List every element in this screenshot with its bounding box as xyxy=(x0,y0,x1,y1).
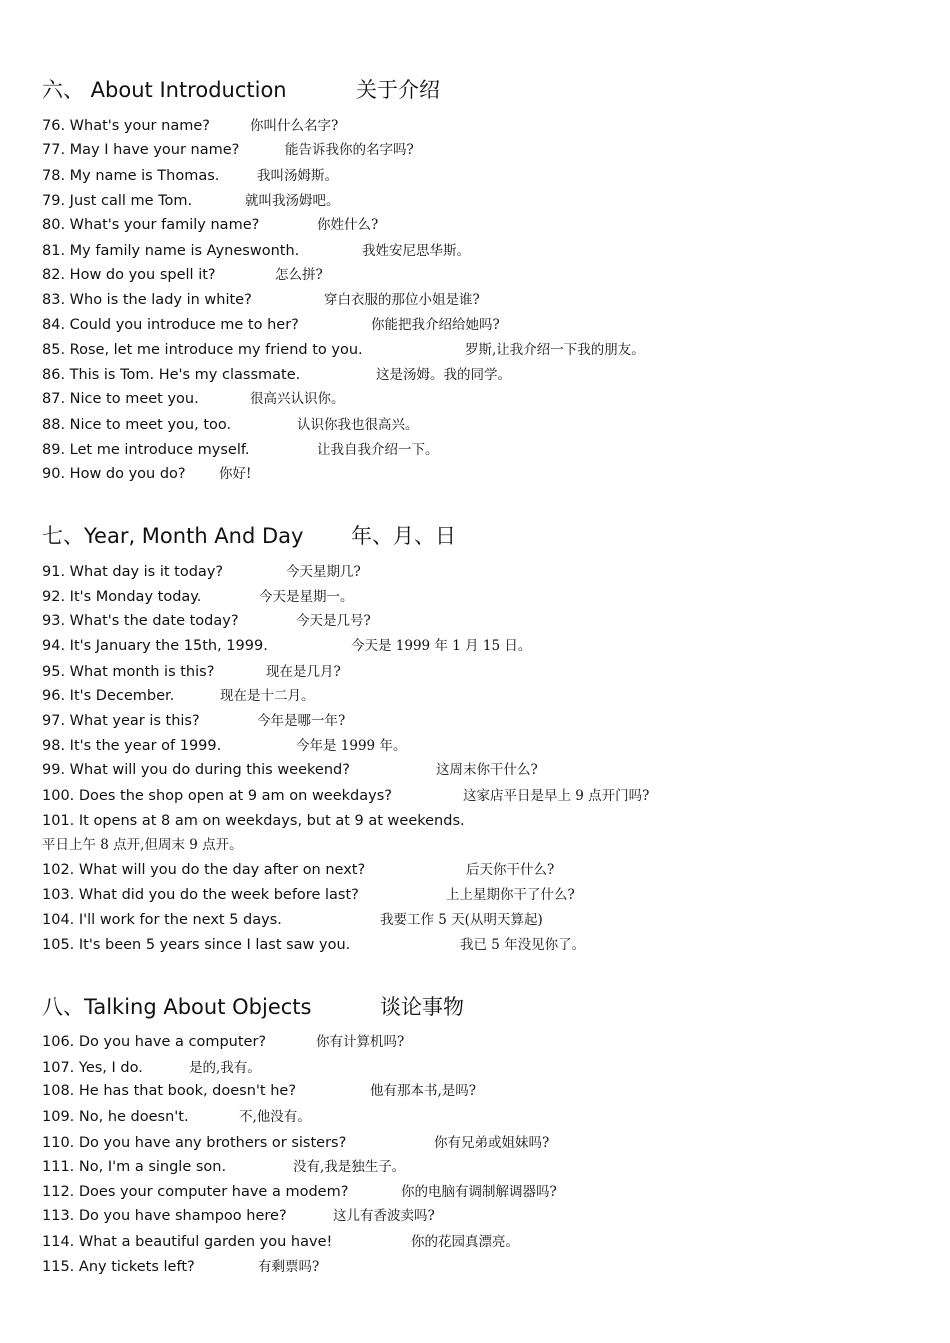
phrase-en: 107. Yes, I do. xyxy=(42,1060,143,1076)
list-item xyxy=(42,365,511,385)
phrase-zh: 我已 5 年没见你了。 xyxy=(460,937,586,953)
phrase-en: 109. No, he doesn't. xyxy=(42,1109,189,1125)
list-item xyxy=(42,389,345,409)
phrase-zh: 很高兴认识你。 xyxy=(250,391,345,407)
phrase-zh: 他有那本书,是吗? xyxy=(370,1083,477,1099)
list-item xyxy=(42,265,323,285)
list-item xyxy=(42,140,414,160)
phrase-en: 112. Does your computer have a modem? xyxy=(42,1184,349,1200)
phrase-zh: 是的,我有。 xyxy=(189,1060,261,1076)
phrase-zh: 没有,我是独生子。 xyxy=(293,1159,406,1175)
phrase-en: 108. He has that book, doesn't he? xyxy=(42,1083,297,1099)
phrase-zh: 你好! xyxy=(219,466,252,482)
list-item xyxy=(42,662,341,682)
section-title-introduction xyxy=(42,76,440,104)
phrase-zh: 你有兄弟或姐妹吗? xyxy=(434,1135,550,1151)
phrase-en: 114. What a beautiful garden you have! xyxy=(42,1234,333,1250)
phrase-zh: 现在是几月? xyxy=(266,664,341,680)
phrase-en: 80. What's your family name? xyxy=(42,217,260,233)
phrase-zh: 平日上午 8 点开,但周末 9 点开。 xyxy=(42,837,243,853)
phrase-en: 102. What will you do the day after on next? xyxy=(42,862,366,878)
phrase-zh: 认识你我也很高兴。 xyxy=(297,417,419,433)
phrase-zh: 你叫什么名字? xyxy=(250,118,339,134)
phrase-en: 98. It's the year of 1999. xyxy=(42,738,222,754)
phrase-en: 76. What's your name? xyxy=(42,118,210,134)
phrase-zh: 我要工作 5 天(从明天算起) xyxy=(380,912,543,928)
phrase-en: 83. Who is the lady in white? xyxy=(42,292,252,308)
phrase-zh: 让我自我介绍一下。 xyxy=(317,442,439,458)
phrase-en: 87. Nice to meet you. xyxy=(42,391,199,407)
phrase-zh: 你姓什么? xyxy=(317,217,379,233)
list-item xyxy=(42,215,379,235)
phrase-zh: 不,他没有。 xyxy=(239,1109,311,1125)
phrase-zh: 今年是哪一年? xyxy=(257,713,346,729)
list-item xyxy=(42,636,532,656)
section-title-zh: 谈论事物 xyxy=(380,995,464,1019)
section-title-en: 六、 About Introduction xyxy=(42,78,287,102)
phrase-zh: 后天你干什么? xyxy=(466,862,555,878)
phrase-zh: 穿白衣服的那位小姐是谁? xyxy=(324,292,480,308)
phrase-en: 89. Let me introduce myself. xyxy=(42,442,250,458)
phrase-en: 97. What year is this? xyxy=(42,713,200,729)
phrase-en: 113. Do you have shampoo here? xyxy=(42,1208,287,1224)
phrase-en: 106. Do you have a computer? xyxy=(42,1034,267,1050)
list-item xyxy=(42,1206,435,1226)
phrase-en: 84. Could you introduce me to her? xyxy=(42,317,299,333)
phrase-zh: 你有计算机吗? xyxy=(316,1034,405,1050)
phrase-zh: 上上星期你干了什么? xyxy=(446,887,575,903)
phrase-zh: 这周末你干什么? xyxy=(436,762,538,778)
phrase-zh: 就叫我汤姆吧。 xyxy=(245,193,340,209)
phrase-en: 111. No, I'm a single son. xyxy=(42,1159,227,1175)
section-title-zh: 关于介绍 xyxy=(356,78,440,102)
list-item xyxy=(42,340,645,360)
list-item xyxy=(42,1133,550,1153)
phrase-en: 105. It's been 5 years since I last saw you. xyxy=(42,937,351,953)
phrase-en: 82. How do you spell it? xyxy=(42,267,216,283)
list-item xyxy=(42,1157,406,1177)
phrase-zh: 这家店平日是早上 9 点开门吗? xyxy=(463,788,650,804)
list-item xyxy=(42,736,407,756)
list-item xyxy=(42,786,650,806)
phrase-en: 90. How do you do? xyxy=(42,466,186,482)
phrase-zh: 这儿有香波卖吗? xyxy=(333,1208,435,1224)
phrase-zh: 现在是十二月。 xyxy=(220,688,315,704)
phrase-en: 103. What did you do the week before last? xyxy=(42,887,359,903)
section-title-year-month-day xyxy=(42,522,456,550)
phrase-zh: 我叫汤姆斯。 xyxy=(257,168,338,184)
list-item xyxy=(42,686,315,706)
phrase-en: 94. It's January the 15th, 1999. xyxy=(42,638,268,654)
phrase-en: 77. May I have your name? xyxy=(42,142,240,158)
list-item xyxy=(42,191,340,211)
list-item xyxy=(42,760,538,780)
phrase-en: 88. Nice to meet you, too. xyxy=(42,417,232,433)
section-title-talking-about-objects xyxy=(42,993,464,1021)
phrase-zh: 今天是星期一。 xyxy=(259,589,354,605)
phrase-zh: 今天星期几? xyxy=(286,564,361,580)
list-item xyxy=(42,440,439,460)
phrase-en: 85. Rose, let me introduce my friend to you. xyxy=(42,342,363,358)
phrase-en: 110. Do you have any brothers or sisters? xyxy=(42,1135,347,1151)
phrase-zh: 我姓安尼思华斯。 xyxy=(362,243,470,259)
list-item xyxy=(42,811,465,831)
list-item xyxy=(42,1257,320,1277)
list-item xyxy=(42,885,575,905)
list-item xyxy=(42,562,361,582)
phrase-en: 115. Any tickets left? xyxy=(42,1259,195,1275)
list-item xyxy=(42,290,480,310)
phrase-zh: 能告诉我你的名字吗? xyxy=(285,142,414,158)
list-item xyxy=(42,1182,557,1202)
phrase-zh: 怎么拼? xyxy=(275,267,323,283)
list-item xyxy=(42,587,354,607)
list-item xyxy=(42,935,586,955)
list-item xyxy=(42,711,346,731)
phrase-en: 101. It opens at 8 am on weekdays, but at 9 at weekends. xyxy=(42,813,465,829)
list-item xyxy=(42,464,252,484)
phrase-en: 81. My family name is Ayneswonth. xyxy=(42,243,300,259)
phrase-zh: 这是汤姆。我的同学。 xyxy=(376,367,511,383)
phrase-en: 91. What day is it today? xyxy=(42,564,224,580)
phrase-en: 96. It's December. xyxy=(42,688,175,704)
phrase-zh: 今天是几号? xyxy=(296,613,371,629)
list-item xyxy=(42,910,543,930)
section-title-zh: 年、月、日 xyxy=(351,524,456,548)
list-item xyxy=(42,1232,519,1252)
section-title-en: 八、Talking About Objects xyxy=(42,995,312,1019)
phrase-zh: 罗斯,让我介绍一下我的朋友。 xyxy=(465,342,645,358)
list-item xyxy=(42,1058,261,1078)
list-item xyxy=(42,1032,405,1052)
list-item xyxy=(42,860,555,880)
list-item xyxy=(42,1107,311,1127)
phrase-en: 92. It's Monday today. xyxy=(42,589,202,605)
phrase-en: 93. What's the date today? xyxy=(42,613,239,629)
phrase-zh: 今年是 1999 年。 xyxy=(296,738,407,754)
list-item xyxy=(42,166,338,186)
phrase-en: 99. What will you do during this weekend? xyxy=(42,762,350,778)
phrase-zh: 你能把我介绍给她吗? xyxy=(371,317,500,333)
list-item xyxy=(42,116,339,136)
phrase-en: 104. I'll work for the next 5 days. xyxy=(42,912,282,928)
phrase-en: 95. What month is this? xyxy=(42,664,215,680)
phrase-zh: 今天是 1999 年 1 月 15 日。 xyxy=(351,638,532,654)
phrase-zh: 你的花园真漂亮。 xyxy=(411,1234,519,1250)
list-item xyxy=(42,315,500,335)
phrase-zh: 有剩票吗? xyxy=(258,1259,320,1275)
phrase-zh: 你的电脑有调制解调器吗? xyxy=(401,1184,557,1200)
list-item xyxy=(42,241,470,261)
list-item xyxy=(42,415,419,435)
list-item xyxy=(42,611,371,631)
phrase-en: 100. Does the shop open at 9 am on weekdays? xyxy=(42,788,392,804)
list-item xyxy=(42,1081,477,1101)
phrase-en: 86. This is Tom. He's my classmate. xyxy=(42,367,301,383)
phrase-en: 78. My name is Thomas. xyxy=(42,168,220,184)
phrase-en: 79. Just call me Tom. xyxy=(42,193,193,209)
section-title-en: 七、Year, Month And Day xyxy=(42,524,304,548)
